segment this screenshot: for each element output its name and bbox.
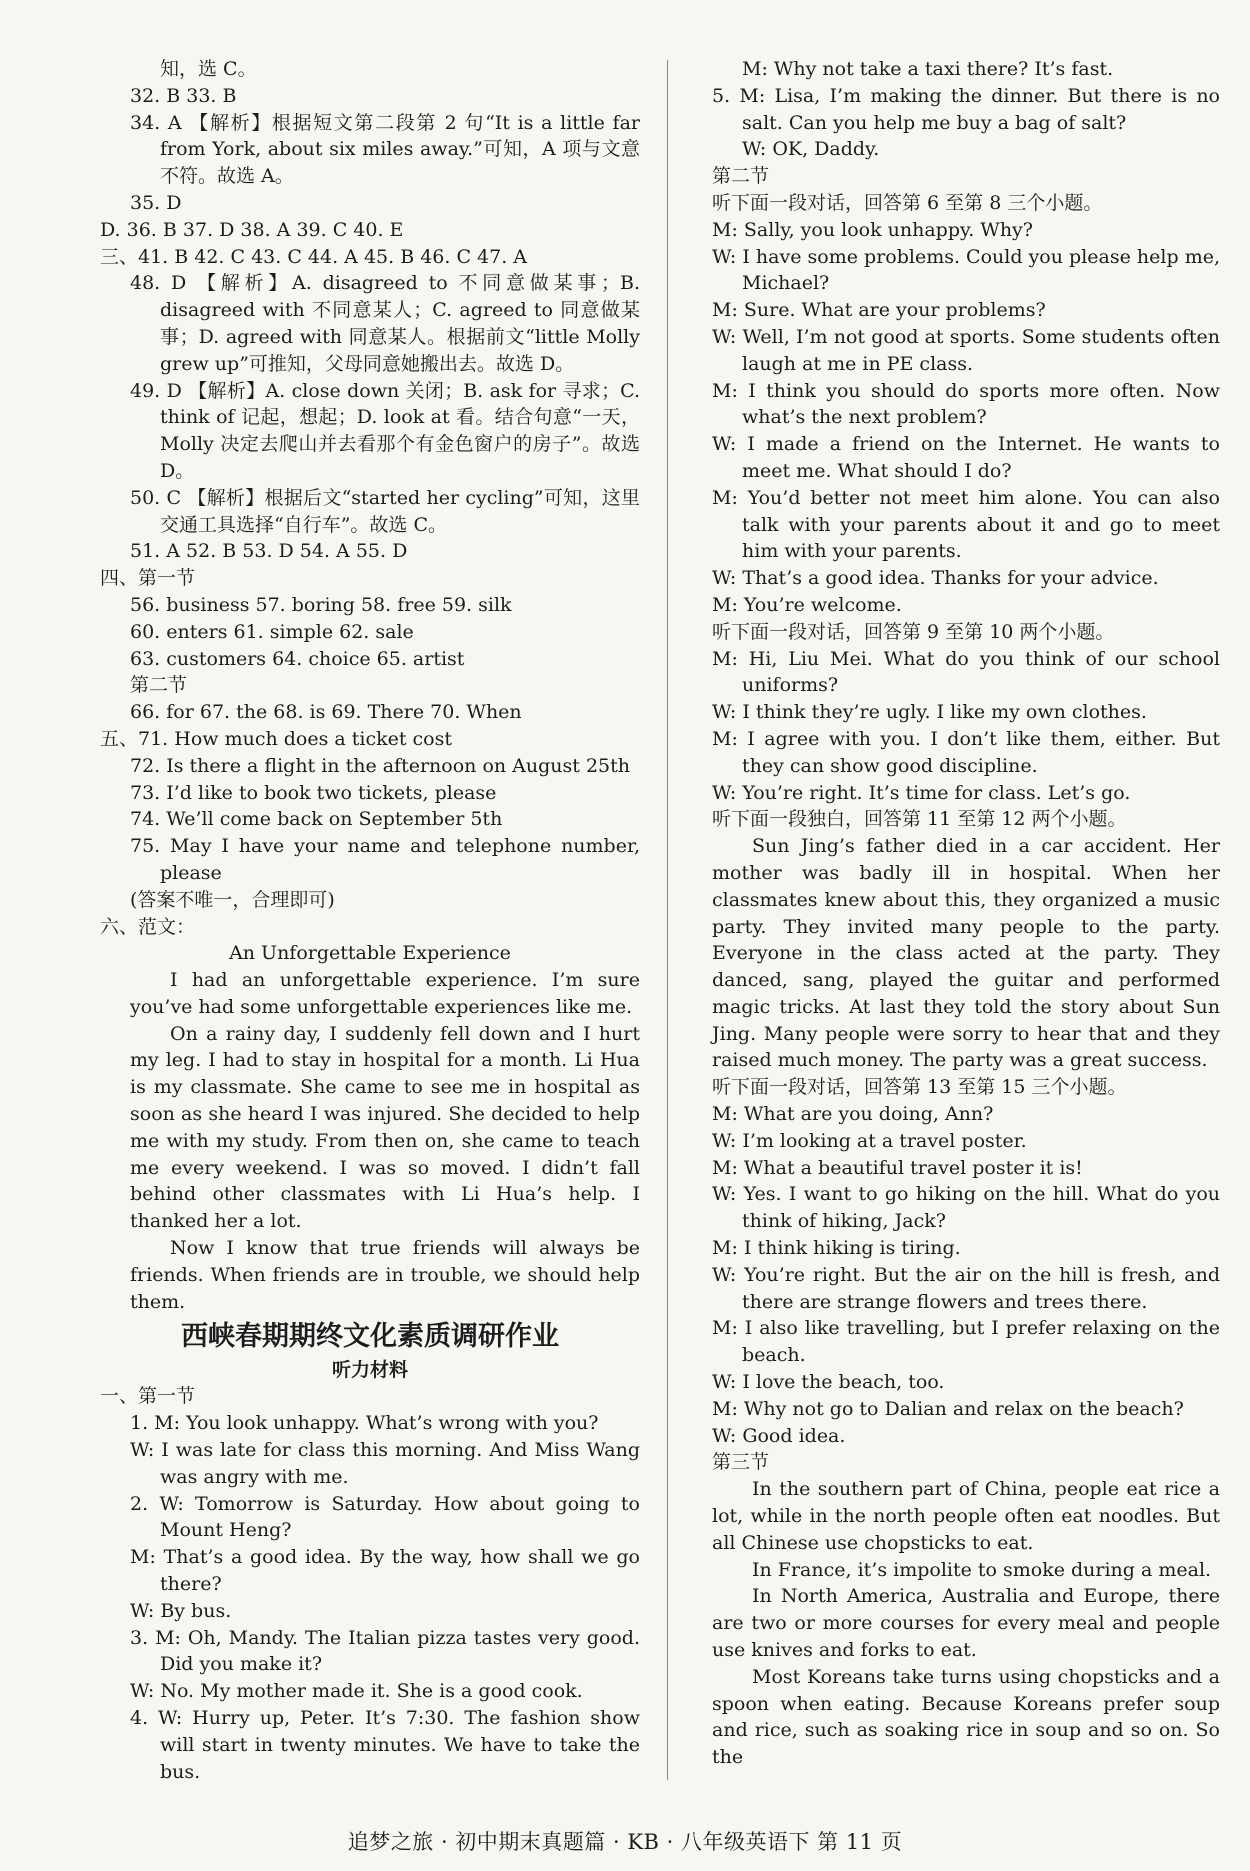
text-line: 74. We’ll come back on September 5th [130, 808, 503, 831]
text-line: Most Koreans take turns using chopsticks and a spoon when eating. Because Koreans prefer soup and rice, such as soaking rice in soup and so on. So the [712, 1665, 1220, 1769]
text-line: 听下面一段对话，回答第 6 至第 8 三个小题。 [712, 191, 1103, 214]
text-line: 56. business 57. boring 58. free 59. silk [130, 593, 512, 616]
text-line: 75. May I have your name and telephone number, please [130, 835, 640, 884]
page-footer: 追梦之旅 · 初中期末真题篇 · KB · 八年级英语下 第 11 页 [347, 1830, 903, 1854]
text-line: W: I was late for class this morning. And Miss Wang was angry with me. [130, 1439, 640, 1488]
text-line: M: Sure. What are your problems? [712, 299, 1046, 322]
text-line: 2. W: Tomorrow is Saturday. How about going to Mount Heng? [130, 1492, 640, 1542]
text-line: W: I have some problems. Could you please help me, Michael? [712, 245, 1220, 295]
text-line: W: Good idea. [712, 1424, 846, 1447]
text-line: M: I also like travelling, but I prefer relaxing on the beach. [712, 1317, 1220, 1367]
text-line: 51. A 52. B 53. D 54. A 55. D [130, 540, 408, 563]
text-line: An Unforgettable Experience [229, 942, 511, 965]
text-line: 第二节 [130, 674, 188, 697]
text-line: 34. A 【解析】根据短文第二段第 2 句“It is a little far from York, about six miles away.”可知，A 项与文意不符。故选 A。 [130, 111, 640, 188]
text-line: W: You’re right. It’s time for class. Let’s go. [712, 781, 1131, 804]
column-divider [667, 60, 668, 1780]
text-line: M: You’d better not meet him alone. You can also talk with your parents about it and go to meet him with your parents. [712, 486, 1220, 563]
text-line: 一、第一节 [100, 1385, 196, 1408]
text-line: 第二节 [712, 165, 770, 188]
text-line: W: OK, Daddy. [742, 138, 880, 161]
text-line: W: No. My mother made it. She is a good cook. [130, 1680, 583, 1703]
section-subtitle: 听力材料 [331, 1359, 408, 1382]
answer-key-section [100, 56, 640, 1315]
text-line: M: Hi, Liu Mei. What do you think of our school uniforms? [712, 647, 1220, 697]
text-line: W: That’s a good idea. Thanks for your advice. [712, 567, 1159, 590]
text-line: Now I know that true friends will always be friends. When friends are in trouble, we should help them. [130, 1237, 640, 1313]
text-line: W: Well, I’m not good at sports. Some students often laugh at me in PE class. [712, 325, 1220, 375]
left-column [100, 56, 640, 1785]
text-line: M: What a beautiful travel poster it is! [712, 1156, 1083, 1179]
right-column [712, 56, 1220, 1771]
text-line: 32. B 33. B [130, 84, 237, 107]
text-line: 听下面一段对话，回答第 9 至第 10 两个小题。 [712, 620, 1115, 643]
text-line: 35. D [130, 191, 182, 214]
text-line: M: That’s a good idea. By the way, how shall we go there? [130, 1546, 640, 1596]
text-line: In France, it’s impolite to smoke during a meal. [752, 1558, 1212, 1581]
text-line: 听下面一段独白，回答第 11 至第 12 两个小题。 [712, 808, 1127, 831]
text-line: M: I agree with you. I don’t like them, either. But they can show good discipline. [712, 727, 1220, 777]
text-line: 60. enters 61. simple 62. sale [130, 620, 414, 643]
text-line: 六、范文： [100, 915, 196, 938]
text-line: 知，选 C。 [160, 58, 257, 80]
text-line: 72. Is there a flight in the afternoon on August 25th [130, 754, 630, 777]
text-line: 四、第一节 [100, 567, 196, 590]
text-line: 5. M: Lisa, I’m making the dinner. But there is no salt. Can you help me buy a bag of salt? [712, 84, 1220, 134]
text-line: 63. customers 64. choice 65. artist [130, 647, 465, 670]
text-line: 1. M: You look unhappy. What’s wrong with you? [130, 1412, 599, 1435]
text-line: Sun Jing’s father died in a car accident. Her mother was badly ill in hospital. When her classmates knew about this, they organized a music party. They invited many people to the party. Everyone in the class acted at the party. They danced, sang, played the guitar and performed magic tricks. At last they told the story about Sun Jing. Many people were sorry to hear that and they raised much money. The party was a great success. [712, 835, 1220, 1072]
listening-script-right [712, 56, 1220, 1771]
listening-script-left [100, 1383, 640, 1785]
text-line: M: Why not go to Dalian and relax on the beach? [712, 1397, 1184, 1420]
text-line: 66. for 67. the 68. is 69. There 70. When [130, 701, 522, 724]
text-line: M: I think hiking is tiring. [712, 1237, 961, 1260]
text-line: In the southern part of China, people eat rice a lot, while in the north people often eat noodles. But all Chinese use chopsticks to eat. [712, 1478, 1220, 1554]
text-line: M: What are you doing, Ann? [712, 1103, 994, 1126]
text-line: W: I think they’re ugly. I like my own clothes. [712, 701, 1147, 724]
text-line: W: You’re right. But the air on the hill is fresh, and there are strange flowers and trees there. [712, 1263, 1220, 1313]
text-line: W: I made a friend on the Internet. He wants to meet me. What should I do? [712, 433, 1220, 482]
text-line: 4. W: Hurry up, Peter. It’s 7:30. The fashion show will start in twenty minutes. We have to take the bus. [130, 1707, 640, 1783]
text-line: 49. D 【解析】A. close down 关闭；B. ask for 寻求；C. think of 记起，想起；D. look at 看。结合句意“一天，Molly 决定去爬山并去看那个有金色窗户的房子”。故选 D。 [130, 379, 640, 482]
text-line: M: I think you should do sports more often. Now what’s the next problem? [712, 379, 1220, 429]
text-line: 50. C 【解析】根据后文“started her cycling”可知，这里交通工具选择“自行车”。故选 C。 [130, 486, 640, 536]
section-title: 西峡春期期终文化素质调研作业 [181, 1321, 559, 1353]
text-line: 五、71. How much does a ticket cost [100, 727, 452, 750]
text-line: W: By bus. [130, 1599, 232, 1622]
text-line: On a rainy day, I suddenly fell down and I hurt my leg. I had to stay in hospital for a month. Li Hua is my classmate. She came to see me in hospital as soon as she heard I was injured. She decided to help me with my study. From then on, she came to teach me every weekend. I was so moved. I didn’t fall behind other classmates with Li Hua’s help. I thanked her a lot. [130, 1022, 640, 1233]
text-line: M: Sally, you look unhappy. Why? [712, 218, 1033, 241]
text-line: 73. I’d like to book two tickets, please [130, 781, 497, 804]
text-line: D. 36. B 37. D 38. A 39. C 40. E [100, 218, 404, 241]
text-line: 听下面一段对话，回答第 13 至第 15 三个小题。 [712, 1076, 1127, 1099]
text-line: 第三节 [712, 1451, 770, 1474]
text-line: 三、41. B 42. C 43. C 44. A 45. B 46. C 47. A [100, 245, 528, 268]
text-line: W: I love the beach, too. [712, 1371, 945, 1394]
text-line: (答案不唯一，合理即可) [130, 888, 335, 911]
text-line: 3. M: Oh, Mandy. The Italian pizza tastes very good. Did you make it? [130, 1626, 640, 1676]
text-line: W: I’m looking at a travel poster. [712, 1129, 1027, 1152]
text-line: In North America, Australia and Europe, there are two or more courses for every meal and people use knives and forks to eat. [712, 1585, 1220, 1662]
text-line: W: Yes. I want to go hiking on the hill. What do you think of hiking, Jack? [712, 1183, 1220, 1233]
text-line: M: Why not take a taxi there? It’s fast. [742, 58, 1114, 80]
text-line: 48. D 【解析】A. disagreed to 不同意做某事；B. disagreed with 不同意某人；C. agreed to 同意做某事；D. agreed with 同意某人。根据前文“little Molly grew up”可推知，父母同意她搬出去。故选 D。 [130, 272, 640, 375]
text-line: M: You’re welcome. [712, 593, 902, 616]
text-line: I had an unforgettable experience. I’m sure you’ve had some unforgettable experiences like me. [130, 969, 640, 1018]
